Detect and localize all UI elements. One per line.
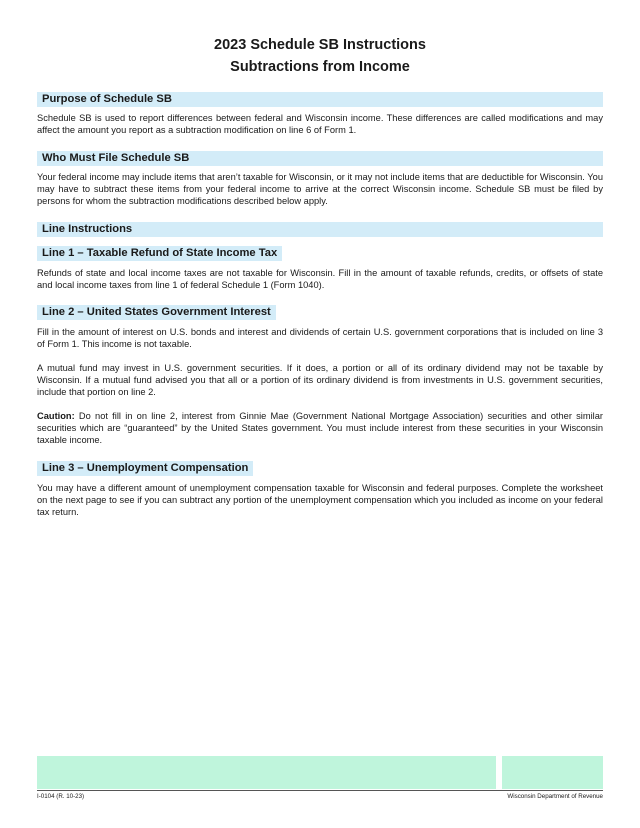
section-text-line1: Refunds of state and local income taxes are not taxable for Wisconsin. Fill in the amount of taxable refunds, credits, or offsets of state and local income taxes from line 1 of federal Schedule 1 (Form 1040). xyxy=(37,268,603,290)
page-subtitle: Subtractions from Income xyxy=(230,59,410,75)
footer-agency: Wisconsin Department of Revenue xyxy=(507,793,603,800)
section-text-line2-caution xyxy=(37,411,603,446)
section-text-who-must-file: Your federal income may include items that aren’t taxable for Wisconsin, or it may not include items that are deductible for Wisconsin. You may have to subtract these items from your federal income to arrive at the correct Wisconsin income. Schedule SB must be filed by persons for whom the subtraction modifications described below apply. xyxy=(37,172,603,206)
page-title: 2023 Schedule SB Instructions xyxy=(214,37,426,53)
section-heading-who-must-file: Who Must File Schedule SB xyxy=(37,151,603,166)
footer-form-id: I-0104 (R. 10-23) xyxy=(37,793,85,800)
section-heading-line1: Line 1 – Taxable Refund of State Income Tax xyxy=(37,246,282,261)
caution-label: Caution: xyxy=(37,411,75,421)
caution-text: Do not fill in on line 2, interest from Ginnie Mae (Government National Mortgage Association) securities and other similar securities which are “guaranteed” by the United States government. You must include interest from these securities in your Wisconsin taxable income. xyxy=(37,411,603,445)
section-heading-line2: Line 2 – United States Government Interest xyxy=(37,305,276,320)
section-heading-line-instructions: Line Instructions xyxy=(37,222,603,237)
section-text-line3: You may have a different amount of unemployment compensation taxable for Wisconsin and federal purposes. Complete the worksheet on the next page to see if you can subtract any portion of the unemployment compensation which you included as income on your federal tax return. xyxy=(37,483,603,517)
section-text-line2-b: A mutual fund may invest in U.S. government securities. If it does, a portion or all of its ordinary dividend may not be taxable by Wisconsin. If a mutual fund advised you that all or a portion of its ordinary dividend is from investments in U.S. government securities, include that portion on line 2. xyxy=(37,363,603,397)
footer-box-left xyxy=(37,756,496,789)
footer-rule xyxy=(37,790,603,791)
footer-box-right xyxy=(502,756,603,789)
section-text-purpose: Schedule SB is used to report differences between federal and Wisconsin income. These differences are called modifications and may affect the amount you report as a subtraction modification on line 6 of Form 1. xyxy=(37,113,603,135)
section-text-line2-a: Fill in the amount of interest on U.S. bonds and interest and dividends of certain U.S. government corporations that is included on line 3 of Form 1. This income is not taxable. xyxy=(37,327,603,349)
section-heading-purpose: Purpose of Schedule SB xyxy=(37,92,603,107)
section-heading-line3: Line 3 – Unemployment Compensation xyxy=(37,461,253,476)
